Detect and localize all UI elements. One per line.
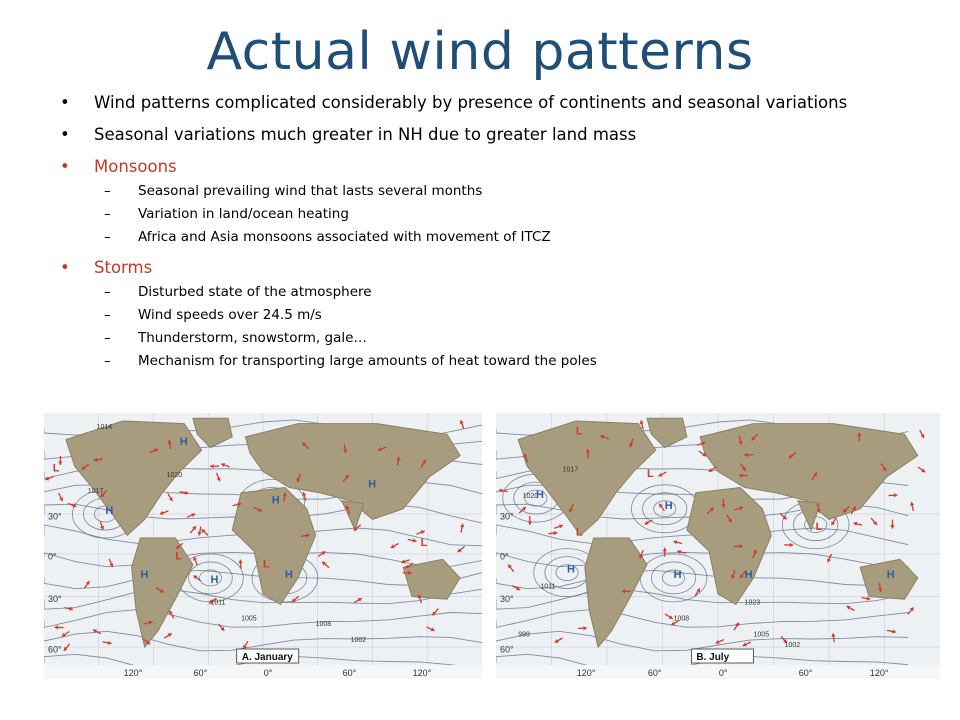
isobar-value-label: 999 <box>518 631 530 639</box>
high-pressure-center: H <box>284 568 293 581</box>
sub-bullet-text: Seasonal prevailing wind that lasts several months <box>138 183 483 199</box>
bullet-list <box>56 92 916 374</box>
slide-title: Actual wind patterns <box>206 22 754 82</box>
bullet-text: Wind patterns complicated considerably by presence of continents and seasonal variations <box>94 93 848 112</box>
longitude-label: 0° <box>718 668 728 678</box>
high-pressure-center: H <box>179 435 188 448</box>
bullet-glyph: • <box>60 93 70 112</box>
high-pressure-center: H <box>140 568 149 581</box>
sub-bullet-item <box>56 351 916 371</box>
dash-glyph: – <box>104 229 111 245</box>
sub-bullet-text: Thunderstorm, snowstorm, gale… <box>138 330 367 346</box>
sub-bullet-text: Wind speeds over 24.5 m/s <box>138 307 322 323</box>
high-pressure-center: H <box>886 568 895 581</box>
isobar-value-label: 1005 <box>241 615 257 623</box>
sub-bullet-text: Mechanism for transporting large amounts of heat toward the poles <box>138 353 597 369</box>
bullet-glyph: • <box>60 258 70 277</box>
sub-bullet-item <box>56 227 916 247</box>
longitude-label: 120° <box>123 668 143 678</box>
isobar-value-label: 1020 <box>522 493 539 501</box>
high-pressure-center: H <box>567 563 575 576</box>
sub-bullet-text: Africa and Asia monsoons associated with movement of ITCZ <box>138 229 551 245</box>
dash-glyph: – <box>104 183 111 199</box>
latitude-label: 0° <box>48 551 57 562</box>
low-pressure-center: L <box>646 467 654 480</box>
map-july-graphic <box>496 413 940 679</box>
dash-glyph: – <box>104 206 111 222</box>
sub-bullet-text: Variation in land/ocean heating <box>138 206 349 222</box>
sub-bullet-item <box>56 328 916 348</box>
bullet-item <box>56 92 916 113</box>
latitude-label: 0° <box>500 551 509 562</box>
wind-pattern-maps <box>44 413 940 679</box>
isobar-value-label: 1002 <box>350 636 367 644</box>
dash-glyph: – <box>104 284 111 300</box>
sub-bullet-item <box>56 181 916 201</box>
isobar-value-label: 1002 <box>784 642 801 650</box>
low-pressure-center: L <box>575 425 583 438</box>
longitude-label: 120° <box>576 668 596 678</box>
high-pressure-center: H <box>664 499 673 512</box>
isobar-value-label: 1017 <box>87 487 104 495</box>
map-title: A. January <box>241 652 293 663</box>
latitude-label: 60° <box>500 644 514 655</box>
bullet-glyph: • <box>60 125 70 144</box>
high-pressure-center: H <box>673 568 682 581</box>
longitude-label: 60° <box>798 668 813 678</box>
low-pressure-center: L <box>263 558 270 571</box>
high-pressure-center: H <box>368 478 377 491</box>
latitude-label: 30° <box>48 511 62 522</box>
longitude-label: 120° <box>869 668 889 678</box>
low-pressure-center: L <box>815 521 823 534</box>
latitude-label: 60° <box>48 644 62 655</box>
longitude-label: 120° <box>412 668 432 678</box>
low-pressure-center: L <box>420 537 428 549</box>
isobar-value-label: 1023 <box>744 599 761 607</box>
sub-bullet-item <box>56 282 916 302</box>
latitude-label: 30° <box>500 593 514 604</box>
map-january-graphic <box>44 413 482 679</box>
low-pressure-center: L <box>175 550 183 563</box>
section-heading-storms <box>56 257 916 278</box>
isobar-value-label: 1017 <box>562 466 579 474</box>
sub-bullet-item <box>56 204 916 224</box>
latitude-label: 30° <box>500 511 514 522</box>
longitude-label: 60° <box>193 668 208 678</box>
dash-glyph: – <box>104 330 111 346</box>
isobar-value-label: 1020 <box>166 471 183 479</box>
sub-bullet-text: Disturbed state of the atmosphere <box>138 284 372 300</box>
isobar-value-label: 1011 <box>210 599 226 607</box>
sub-bullet-item <box>56 305 916 325</box>
isobar-value-label: 1005 <box>753 631 770 639</box>
section-heading-monsoons <box>56 156 916 177</box>
isobar-value-label: 1011 <box>540 583 556 591</box>
high-pressure-center: H <box>535 489 544 502</box>
isobar-value-label: 1008 <box>673 615 690 623</box>
bullet-item <box>56 124 916 145</box>
section-heading-text: Storms <box>94 258 153 277</box>
dash-glyph: – <box>104 353 111 369</box>
map-july <box>496 413 940 679</box>
longitude-label: 0° <box>263 668 273 678</box>
longitude-label: 60° <box>647 668 662 678</box>
latitude-label: 30° <box>48 593 62 604</box>
map-title: B. July <box>696 652 730 663</box>
bullet-text: Seasonal variations much greater in NH due to greater land mass <box>94 125 637 144</box>
isobar-value-label: 1008 <box>315 620 332 628</box>
isobar-value-label: 1014 <box>96 423 113 431</box>
low-pressure-center: L <box>575 526 583 539</box>
section-heading-text: Monsoons <box>94 157 177 176</box>
longitude-label: 60° <box>342 668 357 678</box>
high-pressure-center: H <box>210 574 219 587</box>
high-pressure-center: H <box>744 568 753 581</box>
bullet-glyph: • <box>60 157 70 176</box>
high-pressure-center: H <box>271 494 280 507</box>
low-pressure-center: L <box>52 462 60 475</box>
map-january <box>44 413 482 679</box>
dash-glyph: – <box>104 307 111 323</box>
high-pressure-center: H <box>105 505 114 518</box>
